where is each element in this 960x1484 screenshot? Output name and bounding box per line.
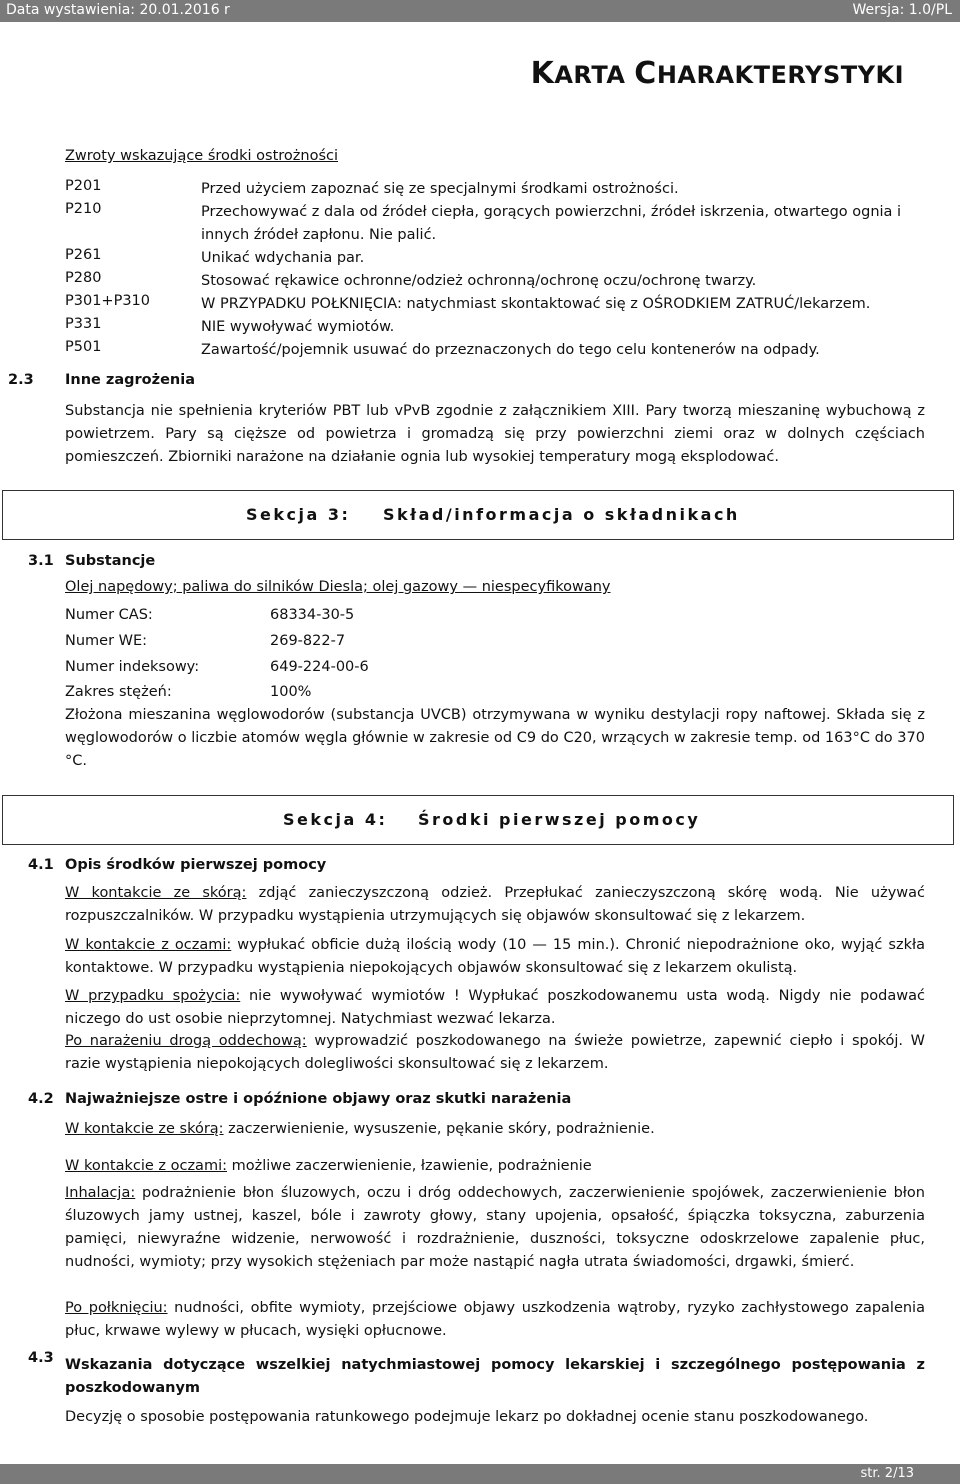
first-aid-item: [65, 1030, 925, 1076]
field-value: 100%: [270, 684, 312, 700]
symptom-lead: Inhalacja:: [65, 1185, 136, 1201]
precautions-heading: Zwroty wskazujące środki ostrożności: [65, 148, 339, 164]
symptom-lead: W kontakcie z oczami:: [65, 1158, 227, 1174]
precaution-text: Przechowywać z dala od źródeł ciepła, gorących powierzchni, źródeł iskrzenia, otwartego ognia i innych źródeł zapłonu. Nie palić.: [201, 204, 902, 243]
substance-description: Złożona mieszanina węglowodorów (substancja UVCB) otrzymywana w wyniku destylacji ropy naftowej. Składa się z węglowodorów o liczbie atomów węgla głównie w zakresie od C9 do C20, wrzących w zakresie temp. od 163°C do 370 °C.: [65, 707, 925, 769]
title-harakterystyki: HARAKTERYSTYKI: [656, 61, 904, 89]
first-aid-item: [65, 934, 925, 980]
precaution-code: P331: [65, 316, 102, 332]
field-key: Numer CAS:: [65, 607, 153, 623]
header-bar: [0, 0, 960, 22]
symptom-text: podrażnienie błon śluzowych, oczu i dróg oddechowych, zaczerwienienie spojówek, zaczerwienienie błon śluzowych jamy ustnej, kaszel, bóle i zawroty głowy, stany upojenia, opsałość, śpiączka toksyczna, zaburzenia pamięci, niewyraźne widzenie, nerwowość i rozdrażnienie, duszności, toksyczne odoskrzelowe zapalenie płuc, nudności, wymioty; przy wysokich stężeniach par może nastąpić nagła utrata świadomości, drgawki, śmierć.: [65, 1185, 925, 1270]
section-number: 4.1: [28, 857, 54, 873]
field-row: [65, 633, 345, 649]
first-aid-lead: Po narażeniu drogą oddechową:: [65, 1033, 307, 1049]
precaution-text: W PRZYPADKU POŁKNIĘCIA: natychmiast skontaktować się z OŚRODKIEM ZATRUĆ/lekarzem.: [201, 296, 871, 312]
field-key: Zakres stężeń:: [65, 684, 172, 700]
symptom-item: [65, 1155, 925, 1178]
document-title: [0, 56, 904, 91]
hazards-text: Substancja nie spełnienia kryteriów PBT lub vPvB zgodnie z załącznikiem XIII. Pary tworzą mieszaninę wybuchową z powietrzem. Pary są cięższe od powietrza i gromadzą się przy powierzchni ziemi oraz w dolnych częściach pomieszczeń. Zbiorniki narażone na działanie ognia lub wysokiej temperatury mogą eksplodować.: [65, 403, 925, 465]
footer-bar: [0, 1464, 960, 1484]
field-row: [65, 684, 311, 700]
page-number: str. 2/13: [860, 1466, 914, 1481]
substance-name: Olej napędowy; paliwa do silników Diesla; olej gazowy — niespecyfikowany: [65, 579, 611, 595]
section-heading: Substancje: [65, 553, 156, 569]
section-heading: Wskazania dotyczące wszelkiej natychmiastowej pomocy lekarskiej i szczególnego postępowania z poszkodowanym: [65, 1357, 925, 1396]
field-row: [65, 607, 354, 623]
field-key: Numer indeksowy:: [65, 659, 200, 675]
precaution-code: P280: [65, 270, 102, 286]
symptom-text: zaczerwienienie, wysuszenie, pękanie skóry, podrażnienie.: [223, 1121, 655, 1137]
first-aid-lead: W kontakcie ze skórą:: [65, 885, 247, 901]
precaution-text: NIE wywoływać wymiotów.: [201, 319, 395, 335]
precaution-code: P301+P310: [65, 293, 150, 309]
precaution-code: P261: [65, 247, 102, 263]
section-number: 4.2: [28, 1091, 54, 1107]
precaution-text: Stosować rękawice ochronne/odzież ochronną/ochronę oczu/ochronę twarzy.: [201, 273, 757, 289]
section-label: Sekcja 4:: [283, 810, 388, 829]
precaution-code: P210: [65, 201, 102, 217]
symptom-text: nudności, obfite wymioty, przejściowe objawy uszkodzenia wątroby, ryzyko zachłystowego zapalenia płuc, krwawe wylewy w płucach, wysięki opłucnowe.: [65, 1300, 925, 1339]
title-k: K: [530, 56, 555, 91]
section-heading: Najważniejsze ostre i opóźnione objawy oraz skutki narażenia: [65, 1091, 572, 1107]
symptom-item: [65, 1182, 925, 1274]
section4-box: [2, 795, 954, 845]
first-aid-item: [65, 985, 925, 1031]
precaution-text: Zawartość/pojemnik usuwać do przeznaczonych do tego celu kontenerów na odpady.: [201, 342, 820, 358]
first-aid-text: wypłukać obficie dużą ilością wody (10 — 15 min.). Chronić niepodrażnione oko, wyjąć szkła kontaktowe. W przypadku wystąpienia niepokojących objawów skonsultować się z lekarzem okulistą.: [65, 937, 925, 976]
precaution-code: P201: [65, 178, 102, 194]
medical-advice-text: Decyzję o sposobie postępowania ratunkowego podejmuje lekarz po dokładnej ocenie stanu poszkodowanego.: [65, 1409, 869, 1425]
precaution-text: Przed użyciem zapoznać się ze specjalnymi środkami ostrożności.: [201, 181, 679, 197]
first-aid-text: zdjąć zanieczyszczoną odzież. Przepłukać zanieczyszczoną skórę wodą. Nie używać rozpuszczalników. W przypadku wystąpienia utrzymujących się objawów skonsultować się z lekarzem.: [65, 885, 925, 924]
section-label: Sekcja 3:: [246, 505, 351, 524]
precaution-code: P501: [65, 339, 102, 355]
version: Wersja: 1.0/PL: [852, 2, 952, 18]
field-row: [65, 659, 369, 675]
field-key: Numer WE:: [65, 633, 148, 649]
field-value: 269-822-7: [270, 633, 346, 649]
issue-date: Data wystawienia: 20.01.2016 r: [6, 2, 230, 18]
section-number: 2.3: [8, 372, 34, 388]
first-aid-text: nie wywoływać wymiotów ! Wypłukać poszkodowanemu usta wodą. Nigdy nie podawać niczego do ust osobie nieprzytomnej. Natychmiast wezwać lekarza.: [65, 988, 925, 1027]
precaution-text: Unikać wdychania par.: [201, 250, 365, 266]
symptom-text: możliwe zaczerwienienie, łzawienie, podrażnienie: [227, 1158, 592, 1174]
section-heading: Opis środków pierwszej pomocy: [65, 857, 327, 873]
symptom-lead: Po połknięciu:: [65, 1300, 168, 1316]
first-aid-item: [65, 882, 925, 928]
section-number: 4.3: [28, 1350, 54, 1366]
first-aid-lead: W kontakcie z oczami:: [65, 937, 232, 953]
section-title: Środki pierwszej pomocy: [418, 810, 701, 829]
section-number: 3.1: [28, 553, 54, 569]
symptom-item: [65, 1118, 925, 1141]
title-c: C: [634, 56, 657, 91]
first-aid-lead: W przypadku spożycia:: [65, 988, 241, 1004]
field-value: 68334-30-5: [270, 607, 355, 623]
symptom-item: [65, 1297, 925, 1343]
title-arta: ARTA: [554, 61, 635, 89]
section-heading: Inne zagrożenia: [65, 372, 195, 388]
first-aid-text: wyprowadzić poszkodowanego na świeże powietrze, zapewnić ciepło i spokój. W razie wystąpienia niepokojących dolegliwości skonsultować się z lekarzem.: [65, 1033, 925, 1072]
section-title: Skład/informacja o składnikach: [383, 505, 740, 524]
field-value: 649-224-00-6: [270, 659, 369, 675]
section3-box: [2, 490, 954, 540]
symptom-lead: W kontakcie ze skórą:: [65, 1121, 224, 1137]
